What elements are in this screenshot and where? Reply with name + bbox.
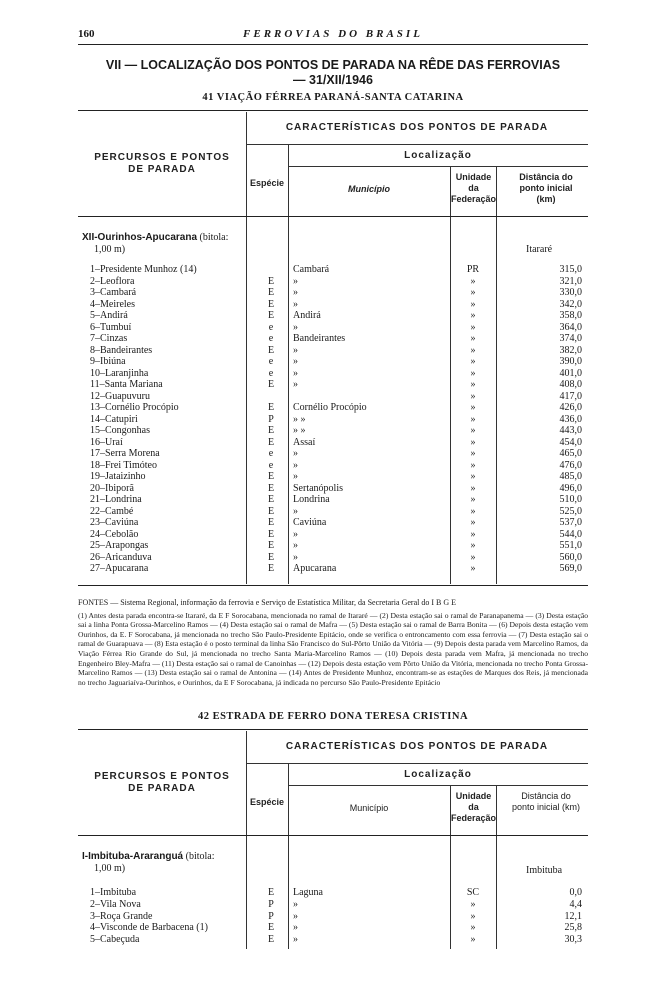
municipality: Sertanópolis	[293, 482, 343, 494]
state: »	[470, 333, 476, 344]
distance: 390,0	[559, 356, 582, 367]
stop-name: 20–Ibiporã	[90, 482, 134, 494]
stop-name: 15–Congonhas	[90, 425, 150, 436]
table-row	[78, 494, 588, 506]
municipality: Laguna	[293, 887, 323, 898]
section-name	[82, 232, 242, 256]
state: »	[470, 298, 476, 310]
footnote-sources: FONTES — Sistema Regional, informação da ferrovia e Serviço de Estatística Militar, da Secretaria Geral do I B G E	[78, 598, 457, 607]
stop-name: 10–Laranjinha	[90, 367, 149, 379]
municipality: »	[293, 551, 298, 563]
header-especie: Espécie	[249, 178, 285, 188]
distance: 0,0	[569, 887, 582, 898]
stop-type: e	[268, 356, 274, 367]
stop-type: E	[267, 551, 275, 563]
municipality: »	[293, 540, 298, 551]
table-row	[78, 887, 588, 899]
stop-type: E	[267, 540, 275, 551]
distance: 315,0	[559, 264, 582, 275]
state: »	[470, 436, 476, 448]
distance: 401,0	[559, 367, 582, 379]
distance: 426,0	[559, 402, 582, 413]
table-row	[78, 471, 588, 483]
state: »	[470, 413, 476, 425]
distance: 525,0	[559, 505, 582, 517]
stop-type: E	[267, 494, 275, 505]
table-row	[78, 529, 588, 541]
table-row	[78, 322, 588, 334]
municipality: »	[293, 459, 298, 471]
state: »	[470, 494, 476, 505]
distance: 30,3	[564, 934, 582, 946]
footnote-text: (1) Antes desta parada encontra-se Itararé, da E F Sorocabana, mencionada no ramal de Itararé — (2) Desta estação sai o ramal de Paranapanema — (3) Desta estação sai a linha Ponta Grossa-Marcelino Ramos — (4) Desta estação sai o ramal de Mafra — (5) Desta estação sai o ramal de Barra Bonita — (6) Depois desta estação vem Ourinhos, da E. F Sorocabana, já mencionada no trecho São Paulo-Presidente Epitácio, onde se verifica o entroncamento com essa ferrovia — (7) Desta estação sai o ramal de Guarapuava — (8) Esta estação é o posto terminal da linha São Francisco do Sul-Pôrto União da Vitória — (9) Depois desta parada vem Marcelino Ramos, da Viação Férrea Rio Grande do Sul, já mencionada no trecho Santa Maria-Marcelino Ramos — (10) Depois desta parada vem Mafra, já mencionada no trecho Engenheiro Bley-Mafra — (11) Desta estação sai o ramal de Canoinhas — (12) Depois desta estação vem Pôrto União da Vitória, mencionada no trecho Ponta Grossa-Marcelino Ramos — (13) Desta estação sai o ramal de Antonina — (14) Antes de Presidente Munhoz, encontram-se as estações de Marques dos Reis, já mencionada no trecho Jaguariaíva-Ourinhos, e Ourinhos, da E F Sorocabana, já indicada no percurso São Paulo-Presidente Epitácio	[78, 610, 588, 687]
table-row	[78, 506, 588, 518]
distance: 374,0	[559, 333, 582, 344]
table-row	[78, 517, 588, 529]
stop-name: 14–Catupiri	[90, 413, 138, 425]
table-row	[78, 448, 588, 460]
table-row	[78, 425, 588, 437]
municipality: »	[293, 448, 298, 459]
stop-name: 19–Jataizinho	[90, 471, 146, 482]
municipality: »	[293, 528, 298, 540]
stop-type: E	[267, 425, 275, 436]
state: »	[470, 910, 476, 922]
state: »	[470, 310, 476, 321]
page-number: 160	[78, 28, 95, 40]
state: »	[470, 934, 476, 946]
stop-name: 6–Tumbuí	[90, 321, 132, 333]
state: »	[470, 551, 476, 563]
table-row	[78, 379, 588, 391]
stop-type: P	[268, 910, 274, 922]
header-municipio: Município	[348, 184, 390, 194]
header-especie-2: Espécie	[249, 797, 285, 807]
table-row	[78, 402, 588, 414]
stop-name: 4–Meireles	[90, 298, 135, 310]
municipality: Cornélio Procópio	[293, 402, 367, 413]
state: »	[470, 379, 476, 390]
table-row	[78, 437, 588, 449]
distance: 4,4	[569, 898, 582, 910]
state: »	[470, 459, 476, 471]
municipality: »	[293, 934, 298, 946]
distance: 408,0	[559, 379, 582, 390]
stop-type: e	[268, 367, 274, 379]
distance: 454,0	[559, 436, 582, 448]
stop-name: 1–Imbituba	[90, 887, 137, 898]
stop-name: 9–Ibiúna	[90, 356, 126, 367]
state: »	[470, 275, 476, 287]
distance: 382,0	[559, 344, 582, 356]
stop-name: 22–Cambé	[90, 505, 134, 517]
state: »	[470, 321, 476, 333]
table-row	[78, 899, 588, 911]
municipality: »	[293, 505, 298, 517]
table-row	[78, 356, 588, 368]
stop-name: 27–Apucarana	[90, 563, 149, 574]
stop-name: 5–Cabeçuda	[90, 934, 140, 946]
stop-type: E	[267, 934, 275, 946]
section-start-station: Itararé	[526, 244, 553, 255]
stop-type: e	[268, 333, 274, 344]
header-distancia: Distância do ponto inicial (km)	[519, 172, 573, 204]
stops-table	[78, 108, 588, 586]
state: »	[470, 344, 476, 356]
municipality: Apucarana	[293, 563, 337, 574]
stop-type: E	[267, 436, 275, 448]
distance: 25,8	[564, 922, 582, 934]
state: »	[470, 287, 476, 298]
municipality: »	[293, 910, 298, 922]
state: »	[470, 367, 476, 379]
municipality: »	[293, 344, 298, 356]
section-name-rest: (bitola:	[197, 232, 229, 243]
municipality: Cambará	[293, 264, 330, 275]
municipality: Londrina	[293, 494, 330, 505]
distance: 436,0	[559, 413, 582, 425]
municipality: »	[293, 298, 298, 310]
header-distancia-2: Distância do ponto inicial (km)	[511, 791, 581, 812]
table-row	[78, 368, 588, 380]
table-row	[78, 540, 588, 552]
stop-name: 2–Leoflora	[90, 275, 135, 287]
stop-name: 5–Andirá	[90, 310, 128, 321]
stop-type: E	[267, 298, 275, 310]
stop-name: 25–Arapongas	[90, 540, 149, 551]
table-row	[78, 483, 588, 495]
state: »	[470, 898, 476, 910]
state: »	[470, 356, 476, 367]
chapter-title-line1: VII — LOCALIZAÇÃO DOS PONTOS DE PARADA NA RÊDE DAS FERROVIAS	[105, 58, 561, 72]
stop-type: e	[268, 321, 274, 333]
state: »	[470, 425, 476, 436]
stop-type: E	[267, 287, 275, 298]
table-subtitle-2: 42 ESTRADA DE FERRO DONA TERESA CRISTINA	[197, 711, 469, 722]
stop-name: 17–Serra Morena	[90, 448, 160, 459]
table-row	[78, 911, 588, 923]
stop-type: E	[267, 505, 275, 517]
stop-name: 11–Santa Mariana	[90, 379, 163, 390]
section-name-bold-2: I-Imbituba-Araranguá	[82, 851, 184, 862]
state: »	[470, 390, 476, 402]
state: »	[470, 528, 476, 540]
table-row	[78, 310, 588, 322]
municipality: Assaí	[293, 436, 316, 448]
municipality: »	[293, 287, 298, 298]
stop-type: E	[267, 310, 275, 321]
stop-type: E	[267, 275, 275, 287]
stop-type: E	[267, 517, 275, 528]
header-unidade: Unidade da Federação	[451, 172, 497, 204]
header-localizacao: Localização	[404, 150, 472, 161]
stop-type: P	[268, 413, 274, 425]
stop-type: E	[267, 922, 275, 934]
stop-name: 3–Roça Grande	[90, 910, 153, 922]
distance: 321,0	[559, 275, 582, 287]
stop-name: 16–Uraí	[90, 436, 123, 448]
stop-name: 26–Aricanduva	[90, 551, 152, 563]
table-row	[78, 552, 588, 564]
stop-type: E	[267, 402, 275, 413]
stop-name: 8–Bandeirantes	[90, 344, 153, 356]
header-caracteristicas-2: CARACTERÍSTICAS DOS PONTOS DE PARADA	[285, 741, 549, 752]
running-title: FERROVIAS DO BRASIL	[243, 28, 423, 40]
municipality: »	[293, 922, 298, 934]
stop-type: E	[267, 528, 275, 540]
table-row	[78, 922, 588, 934]
distance: 417,0	[559, 390, 582, 402]
table-row	[78, 333, 588, 345]
distance: 330,0	[559, 287, 582, 298]
stop-type: E	[267, 344, 275, 356]
stop-type: E	[267, 379, 275, 390]
table-row	[78, 299, 588, 311]
distance: 358,0	[559, 310, 582, 321]
table-row	[78, 287, 588, 299]
distance: 510,0	[559, 494, 582, 505]
section-name-2	[82, 851, 242, 875]
section-name-line2-2: 1,00 m)	[94, 863, 126, 874]
stop-name: 2–Vila Nova	[90, 898, 141, 910]
stop-type: E	[267, 471, 275, 482]
table-subtitle: 41 VIAÇÃO FÉRREA PARANÁ-SANTA CATARINA	[202, 92, 464, 103]
state: »	[470, 448, 476, 459]
municipality: »	[293, 898, 298, 910]
state: »	[470, 517, 476, 528]
table-row	[78, 345, 588, 357]
stop-type: P	[268, 898, 274, 910]
state: »	[470, 540, 476, 551]
page-header	[78, 28, 588, 42]
stop-name: 18–Frei Timóteo	[90, 459, 157, 471]
stop-name: 23–Caviúna	[90, 517, 139, 528]
table-row	[78, 460, 588, 472]
state: »	[470, 471, 476, 482]
municipality: »	[293, 356, 298, 367]
state: PR	[466, 264, 480, 275]
table-row	[78, 276, 588, 288]
distance: 544,0	[559, 528, 582, 540]
stop-name: 12–Guapuvuru	[90, 390, 150, 402]
municipality: Andirá	[293, 310, 321, 321]
stop-name: 24–Cebolão	[90, 528, 139, 540]
state: »	[470, 563, 476, 574]
distance: 560,0	[559, 551, 582, 563]
municipality: »	[293, 275, 298, 287]
chapter-title-line2: — 31/XII/1946	[293, 73, 373, 87]
table-row	[78, 934, 588, 946]
table-row	[78, 563, 588, 575]
municipality: » »	[293, 413, 306, 425]
header-percursos: PERCURSOS E PONTOS DE PARADA	[94, 152, 230, 175]
municipality: » »	[293, 425, 306, 436]
header-localizacao-2: Localização	[404, 769, 472, 780]
state: »	[470, 482, 476, 494]
stop-name: 21–Londrina	[90, 494, 142, 505]
header-caracteristicas: CARACTERÍSTICAS DOS PONTOS DE PARADA	[285, 122, 549, 133]
header-municipio-2: Município	[349, 803, 389, 813]
stop-name: 7–Cinzas	[90, 333, 128, 344]
distance: 551,0	[559, 540, 582, 551]
municipality: »	[293, 379, 298, 390]
stop-name: 4–Visconde de Barbacena (1)	[90, 922, 208, 934]
distance: 364,0	[559, 321, 582, 333]
stops-table-2	[78, 727, 588, 955]
stop-type: E	[267, 563, 275, 574]
distance: 537,0	[559, 517, 582, 528]
municipality: Caviúna	[293, 517, 327, 528]
stop-name: 1–Presidente Munhoz (14)	[90, 264, 197, 275]
distance: 485,0	[559, 471, 582, 482]
table-row	[78, 414, 588, 426]
state: »	[470, 922, 476, 934]
header-percursos-2: PERCURSOS E PONTOS DE PARADA	[94, 771, 230, 794]
header-rule	[78, 44, 588, 45]
distance: 465,0	[559, 448, 582, 459]
distance: 569,0	[559, 563, 582, 574]
municipality: »	[293, 321, 298, 333]
stop-type: e	[268, 448, 274, 459]
stop-name: 13–Cornélio Procópio	[90, 402, 179, 413]
table-row	[78, 264, 588, 276]
section-name-rest-2: (bitola:	[183, 851, 215, 862]
distance: 496,0	[559, 482, 582, 494]
distance: 342,0	[559, 298, 582, 310]
distance: 12,1	[564, 910, 582, 922]
state: SC	[466, 887, 480, 898]
distance: 443,0	[559, 425, 582, 436]
table-row	[78, 391, 588, 403]
section-start-station-2: Imbituba	[526, 865, 563, 876]
section-name-line2: 1,00 m)	[94, 244, 126, 255]
stop-type: e	[268, 459, 274, 471]
municipality: Bandeirantes	[293, 333, 346, 344]
section-name-bold: XII-Ourinhos-Apucarana	[82, 232, 198, 243]
state: »	[470, 402, 476, 413]
header-unidade-2: Unidade da Federação	[451, 791, 497, 823]
stop-name: 3–Cambará	[90, 287, 137, 298]
footnotes	[78, 598, 588, 687]
municipality: »	[293, 367, 298, 379]
stop-type: E	[267, 482, 275, 494]
state: »	[470, 505, 476, 517]
distance: 476,0	[559, 459, 582, 471]
chapter-title	[78, 58, 588, 88]
municipality: »	[293, 471, 298, 482]
stop-type: E	[267, 887, 275, 898]
